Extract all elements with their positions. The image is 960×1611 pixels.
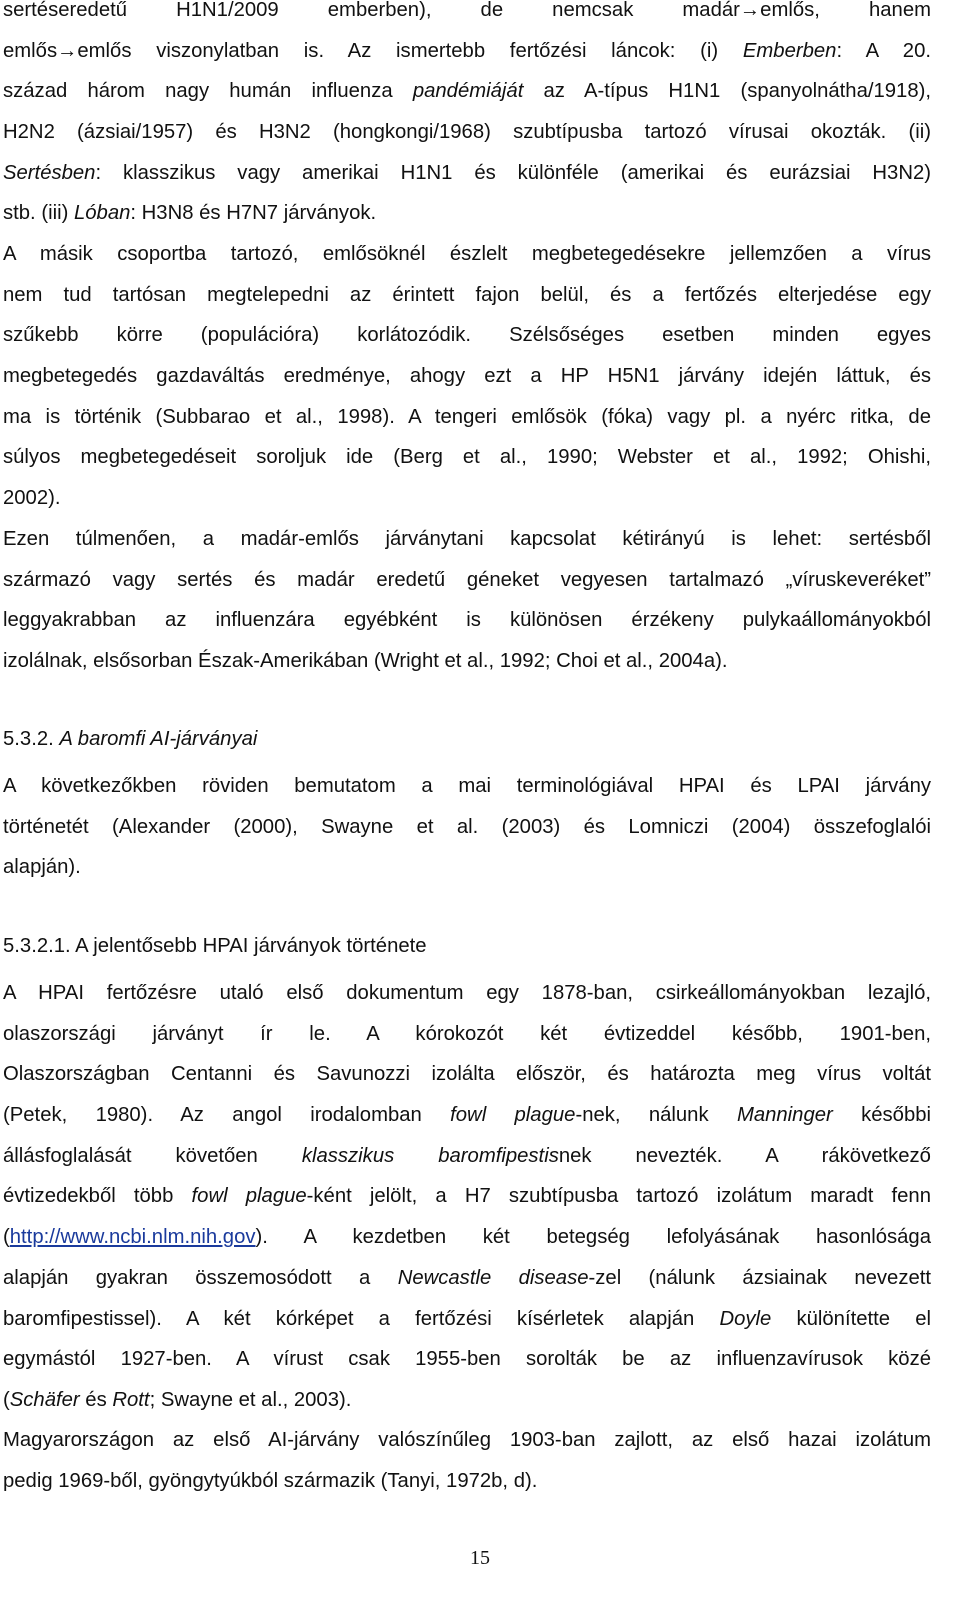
text-line bbox=[3, 1136, 931, 1177]
paragraph-mammal-infections bbox=[3, 234, 931, 519]
text-line bbox=[3, 0, 931, 31]
text-run: -nek, nálunk bbox=[575, 1104, 737, 1127]
paragraph-bird-mammal-link bbox=[3, 519, 931, 682]
text-line: megbetegedés gazdaváltás eredménye, ahogy ezt a HP H5N1 járvány idején láttuk, és bbox=[3, 365, 931, 388]
section-heading-5-3-2 bbox=[3, 719, 931, 760]
text-run: olaszországi járványt ír le. A kórokozót két évtizeddel később, 1901-ben, bbox=[3, 1022, 931, 1045]
text-run: Olaszországban Centanni és Savunozzi izolálta először, és határozta meg vírus voltát bbox=[3, 1063, 931, 1086]
section-heading-5-3-2-1 bbox=[3, 926, 931, 967]
italic-term: Newcastle disease bbox=[397, 1266, 589, 1289]
text-run: század három nagy humán influenza bbox=[3, 80, 413, 103]
text-run: ; Swayne et al., 2003). bbox=[149, 1388, 352, 1411]
text-run: baromfipestissel). A két kórképet a fertőzési kísérletek alapján bbox=[3, 1307, 720, 1330]
text-line bbox=[3, 112, 931, 153]
text-line bbox=[3, 1095, 931, 1136]
text-line bbox=[3, 1217, 931, 1258]
text-line: alapján). bbox=[3, 856, 81, 879]
italic-term: fowl plague bbox=[191, 1185, 307, 1208]
paragraph-hungary bbox=[3, 1420, 931, 1501]
text-run: ( bbox=[3, 1388, 10, 1411]
heading-line bbox=[3, 719, 931, 760]
text-run: stb. (iii) bbox=[3, 202, 74, 225]
text-line bbox=[3, 1299, 931, 1340]
text-run: állásfoglalását követően bbox=[3, 1144, 302, 1167]
text-run: A HPAI fertőzésre utaló első dokumentum egy 1878-ban, csirkeállományokban lezajló, bbox=[3, 982, 931, 1004]
text-line bbox=[3, 1014, 931, 1055]
paragraph-intro bbox=[3, 766, 931, 888]
text-run: különítette el bbox=[771, 1307, 931, 1330]
ncbi-link[interactable]: http://www.ncbi.nlm.nih.gov bbox=[9, 1226, 256, 1249]
text-line: nem tud tartósan megtelepedni az érintett fajon belül, és a fertőzés elterjedése egy bbox=[3, 283, 931, 306]
page-number: 15 bbox=[470, 1547, 490, 1569]
paragraph-infection-chains bbox=[3, 0, 931, 234]
text-line: pedig 1969-ből, gyöngytyúkból származik (Tanyi, 1972b, d). bbox=[3, 1469, 538, 1492]
text-run: és bbox=[79, 1388, 113, 1411]
text-line: Magyarországon az első AI-járvány valószínűleg 1903-ban zajlott, az első hazai izolátum bbox=[3, 1429, 931, 1451]
text-line: ma is történik (Subbarao et al., 1998). A tengeri emlősök (fóka) vagy pl. a nyérc ritka, de bbox=[3, 405, 931, 428]
text-run: -zel (nálunk ázsiainak nevezett bbox=[588, 1266, 932, 1289]
text-run: -ként jelölt, a H7 szubtípusba tartozó izolátum maradt fenn bbox=[306, 1185, 931, 1208]
text-run: : klasszikus vagy amerikai H1N1 és különféle (amerikai és eurázsiai H3N2) bbox=[95, 161, 931, 184]
italic-term: Lóban bbox=[73, 202, 131, 225]
heading-number: 5.3.2. bbox=[3, 728, 60, 750]
italic-term: Sertésben bbox=[3, 161, 96, 184]
text-run: sertéseredetű H1N1/2009 emberben), de nemcsak madár→emlős, hanem bbox=[3, 0, 931, 21]
text-run: H2N2 (ázsiai/1957) és H3N2 (hongkongi/1968) szubtípusba tartozó vírusai okozták. (ii) bbox=[3, 121, 931, 144]
heading-line: 5.3.2.1. A jelentősebb HPAI járványok története bbox=[3, 935, 427, 957]
text-run: az A-típus H1N1 (spanyolnátha/1918), bbox=[523, 80, 931, 103]
text-line bbox=[3, 71, 931, 112]
text-line bbox=[3, 153, 931, 194]
text-run: emlős→emlős viszonylatban is. Az ismertebb fertőzési láncok: (i) bbox=[3, 39, 743, 62]
italic-term: Rott bbox=[112, 1388, 150, 1411]
heading-title: A baromfi AI-járványai bbox=[59, 728, 258, 750]
text-run: egymástól 1927-ben. A vírust csak 1955-ben sorolták be az influenzavírusok közé bbox=[3, 1348, 931, 1371]
italic-term: klasszikus baromfipestis bbox=[301, 1144, 559, 1167]
text-line: Ezen túlmenően, a madár-emlős járványtani kapcsolat kétirányú is lehet: sertésből bbox=[3, 528, 931, 550]
text-run: évtizedekből több bbox=[3, 1185, 192, 1208]
text-line: A következőkben röviden bemutatom a mai terminológiával HPAI és LPAI járvány bbox=[3, 775, 931, 797]
text-line: A másik csoportba tartozó, emlősöknél észlelt megbetegedésekre jellemzően a vírus bbox=[3, 243, 931, 265]
text-line: történetét (Alexander (2000), Swayne et al. (2003) és Lomniczi (2004) összefoglalói bbox=[3, 815, 931, 838]
italic-term: Doyle bbox=[719, 1307, 772, 1330]
text-line bbox=[3, 31, 931, 72]
text-line: izolálnak, elsősorban Észak-Amerikában (Wright et al., 1992; Choi et al., 2004a). bbox=[3, 650, 728, 673]
text-run: nek nevezték. A rákövetkező bbox=[558, 1144, 931, 1167]
paragraph-hpai-history bbox=[3, 973, 931, 1421]
text-line: leggyakrabban az influenzára egyébként is különösen érzékeny pulykaállományokból bbox=[3, 609, 931, 632]
text-run: : H3N8 és H7N7 járványok. bbox=[130, 202, 377, 225]
text-line bbox=[3, 1054, 931, 1095]
italic-term: Schäfer bbox=[9, 1388, 80, 1411]
text-line: szűkebb körre (populációra) korlátozódik. Szélsőséges esetben minden egyes bbox=[3, 324, 931, 347]
italic-term: fowl plague bbox=[450, 1104, 576, 1127]
text-run: : A 20. bbox=[836, 39, 931, 62]
text-line bbox=[3, 973, 931, 1014]
text-line bbox=[3, 193, 931, 234]
text-line bbox=[3, 1339, 931, 1380]
text-line: súlyos megbetegedéseit soroljuk ide (Berg et al., 1990; Webster et al., 1992; Ohishi, bbox=[3, 446, 931, 469]
text-run: ). A kezdetben két betegség lefolyásának hasonlósága bbox=[255, 1226, 931, 1249]
italic-term: Manninger bbox=[736, 1104, 833, 1127]
text-line bbox=[3, 1380, 931, 1421]
text-line: származó vagy sertés és madár eredetű géneket vegyesen tartalmazó „víruskeveréket” bbox=[3, 568, 931, 591]
text-line bbox=[3, 1176, 931, 1217]
text-run: (Petek, 1980). Az angol irodalomban bbox=[3, 1104, 451, 1127]
text-line bbox=[3, 1258, 931, 1299]
italic-term: pandémiáját bbox=[412, 80, 524, 103]
text-run: későbbi bbox=[832, 1104, 932, 1127]
text-line: 2002). bbox=[3, 487, 61, 510]
italic-term: Emberben bbox=[742, 39, 837, 62]
text-run: ( bbox=[3, 1226, 10, 1249]
text-run: alapján gyakran összemosódott a bbox=[3, 1266, 398, 1289]
